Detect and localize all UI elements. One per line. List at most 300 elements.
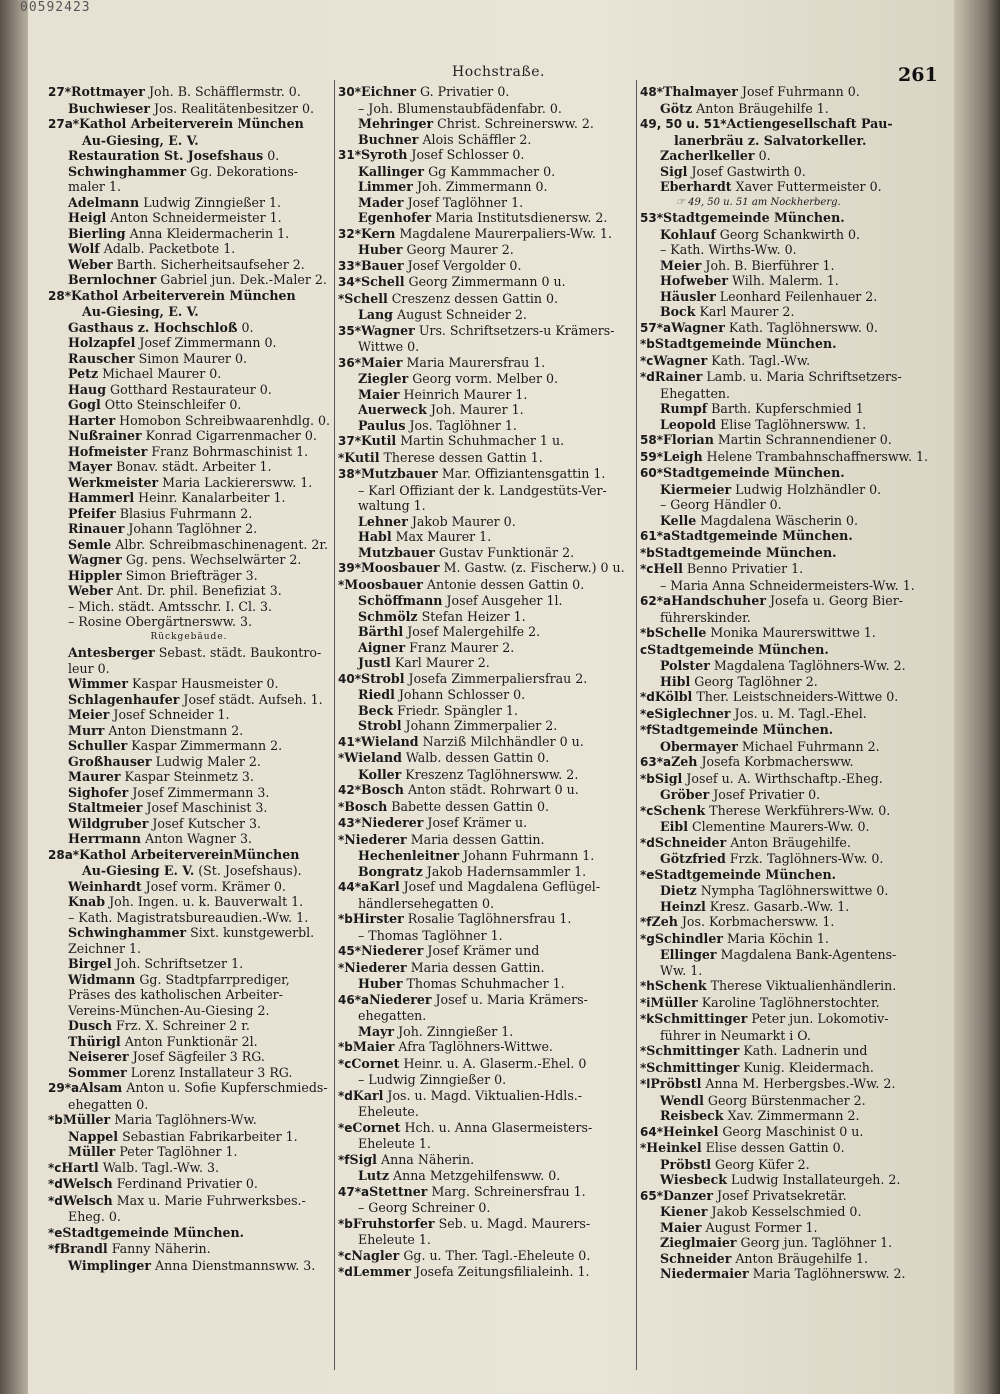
resident-name: Schmittinger [646,1043,740,1058]
resident-detail: Heinr. u. A. Glaserm.-Ehel. 0 [399,1055,587,1071]
house-number: 65* [640,1188,663,1203]
directory-entry [338,815,638,832]
resident-detail: Frz. X. Schreiner 2 r. [112,1018,250,1033]
resident-detail: Joh. B. Bierführer 1. [701,257,835,273]
resident-detail: Anton Wagner 3. [140,831,252,846]
directory-entry [48,676,330,692]
directory-entry [640,787,930,803]
reference-note: ☞ 49, 50 u. 51 am Nockherberg. [676,196,841,208]
resident-name: Schenk [654,978,707,993]
resident-name: Maier [360,354,403,370]
resident-name: Kathol Arbeiterverein München [70,287,296,303]
resident-detail: Marg. Schreinersfrau 1. [427,1183,586,1199]
directory-entry [48,382,330,398]
resident-detail: Johann Zimmerpalier 2. [401,718,558,733]
house-number: *h [640,979,655,993]
resident-detail: Johann Taglöhner 2. [124,521,258,536]
resident-detail: Josef Zimmermann 3. [128,784,270,800]
resident-detail: waltung 1. [358,498,426,513]
resident-name: Thalmayer [662,84,738,99]
directory-entry [338,1024,638,1040]
house-number: 62*a [640,594,672,608]
resident-name: Mayr [358,1023,395,1039]
resident-detail: Eheleute 1. [358,1232,431,1247]
directory-entry [48,1018,330,1034]
house-number: *f [338,1152,350,1167]
resident-detail: Afra Taglöhners-Wittwe. [394,1039,553,1054]
resident-name: Egenhofer [358,210,432,225]
resident-name: Lehner [358,513,408,529]
resident-name: Hibl [660,673,691,689]
running-head: Hochstraße. [452,64,545,80]
resident-name: Wildgruber [68,815,149,831]
resident-detail: Ww. 1. [660,962,703,978]
resident-name: Kiener [660,1204,708,1219]
directory-entry [338,1216,638,1233]
resident-name: Bierling [68,225,126,241]
resident-detail: händlersehegatten 0. [358,895,495,911]
directory-entry [338,750,638,767]
directory-entry [48,226,330,242]
directory-entry [338,323,638,340]
house-number: *b [338,912,353,926]
resident-detail: – Thomas Taglöhner 1. [358,927,503,943]
directory-entry [640,133,930,149]
directory-entry [48,987,330,1003]
directory-entry [338,687,638,703]
resident-detail: Ludwig Zinngießer 1. [139,194,282,210]
resident-name: Kutil [360,433,397,448]
resident-name: Au-Giesing, E. V. [82,304,199,319]
directory-entry [640,401,930,417]
directory-entry [640,210,930,227]
resident-name: Kutil [344,449,380,465]
resident-name: Au-Giesing, E. V. [82,132,199,148]
resident-name: Cornet [351,1055,400,1071]
directory-entry [640,1124,930,1141]
resident-name: Wagner [653,352,708,368]
resident-detail: Monika Maurerswittwe 1. [706,625,876,640]
resident-name: Bosch [360,782,404,797]
resident-detail: Kaspar Hausmeister 0. [128,676,279,691]
house-number: * [338,291,345,306]
resident-name: Auerweck [358,402,427,417]
directory-entry [48,1258,330,1274]
house-number: *c [640,562,654,576]
resident-detail: Präses des katholischen Arbeiter- [68,987,283,1002]
directory-entry [338,307,638,323]
directory-entry [338,371,638,387]
house-number: 30* [338,85,361,99]
directory-entry [338,640,638,656]
resident-name: Thürigl [68,1033,121,1049]
resident-name: Müller [650,994,698,1010]
resident-detail: Josefa u. Georg Bier- [765,593,904,608]
resident-detail: Urs. Schriftsetzers-u Krämers- [414,322,615,338]
directory-entry [48,599,330,615]
resident-name: Siglechner [654,705,731,721]
house-number: 57*a [640,320,672,335]
resident-name: Mader [358,194,404,210]
resident-name: Eichner [360,84,416,99]
directory-entry [640,739,930,755]
directory-entry [48,1144,330,1160]
directory-entry [640,625,930,642]
resident-detail: Ferdinand Privatier 0. [112,1176,258,1191]
directory-entry [338,450,638,467]
directory-entry [640,320,930,337]
house-number: 36* [338,355,361,370]
resident-detail: Gg. u. Ther. Tagl.-Eheleute 0. [399,1247,591,1263]
resident-name: Staltmeier [68,800,143,815]
house-number: *b [338,1040,353,1054]
resident-detail: August Former 1. [701,1219,818,1235]
resident-detail: Leonhard Feilenhauer 2. [715,288,878,304]
resident-detail: Georg Küfer 2. [711,1156,810,1172]
directory-entry [338,1152,638,1169]
resident-name: Zeh [671,754,698,769]
resident-detail: Anna Dienstmannsww. 3. [151,1257,316,1273]
resident-detail: Gg. Dekorations- [186,163,299,179]
directory-entry [338,1104,638,1120]
directory-entry [338,402,638,418]
resident-name: Strobl [358,718,402,733]
resident-detail: Anton städt. Rohrwart 0 u. [403,782,579,797]
resident-detail: Therese Werkführers-Ww. 0. [705,802,891,818]
resident-detail: Josefa Zimmerpaliersfrau 2. [404,670,588,686]
resident-name: Gasthaus z. Hochschloß [68,319,238,335]
resident-detail: Lorenz Installateur 3 RG. [126,1064,293,1080]
resident-detail: Georg Bürstenmacher 2. [703,1092,866,1108]
resident-detail: – Mich. städt. Amtsschr. I. Cl. 3. [68,598,273,614]
resident-detail: 0. [754,148,771,163]
resident-name: Maier [358,386,400,402]
resident-name: Welsch [62,1176,113,1191]
directory-entry [48,583,330,599]
directory-entry [640,386,930,402]
directory-entry [48,769,330,785]
resident-detail: – Joh. Blumenstaubfädenfabr. 0. [358,100,562,116]
directory-entry [338,483,638,499]
resident-name: Niederer [360,943,424,958]
house-number: 32* [338,226,361,241]
resident-detail: Xaver Futtermeister 0. [731,179,882,194]
directory-entry [48,210,330,226]
resident-name: Pröbstl [660,1156,712,1172]
directory-entry [338,960,638,977]
resident-detail: Jos. u. M. Tagl.-Ehel. [730,705,867,721]
page-gutter [0,0,28,1394]
resident-detail: Gotthard Restaurateur 0. [106,381,272,397]
house-number: * [640,1141,647,1155]
resident-detail: Josef städt. Aufseh. 1. [179,691,323,707]
house-number: *f [640,723,652,737]
directory-entry [48,351,330,367]
resident-detail: Bonav. städt. Arbeiter 1. [112,459,272,474]
directory-entry [338,147,638,164]
resident-name: Wimplinger [68,1257,152,1273]
resident-name: Stadtgemeinde München. [651,722,834,737]
directory-entry [338,226,638,243]
resident-name: Handschuher [671,593,766,608]
resident-detail: Eheleute 1. [358,1136,431,1151]
resident-name: Antesberger [68,645,155,660]
directory-entry [640,883,930,899]
directory-entry [640,1251,930,1267]
resident-detail: Kath. Ladnerin und [739,1043,868,1058]
directory-entry [48,521,330,537]
directory-entry [338,848,638,864]
resident-detail: Konrad Cigarrenmacher 0. [141,428,317,443]
resident-detail: Ludwig Holzhändler 0. [731,481,882,497]
resident-name: Welsch [62,1192,113,1208]
directory-entry [48,661,330,677]
resident-detail: Georg Maschinist 0 u. [718,1123,864,1139]
resident-detail: Narziß Milchhändler 0 u. [418,733,584,749]
directory-entry [640,803,930,820]
resident-name: Murr [68,722,105,738]
resident-name: Müller [62,1112,111,1127]
directory-entry [48,1225,330,1242]
directory-entry [48,335,330,351]
house-number: *c [640,353,654,368]
resident-name: Weber [68,583,113,598]
resident-name: Schuller [68,738,128,753]
resident-name: Kiermeier [660,481,732,497]
resident-detail: ehegatten 0. [68,1096,149,1112]
resident-detail: Josef Kutscher 3. [148,815,261,831]
house-number: * [338,751,345,765]
resident-detail: Josef Zimmermann 0. [135,335,277,350]
directory-entry [640,513,930,529]
resident-detail: Wittwe 0. [358,339,420,354]
directory-entry [640,754,930,771]
house-number: 31* [338,148,361,162]
resident-detail: Gg. pens. Wechselwärter 2. [121,552,302,567]
house-number: *c [338,1248,352,1263]
resident-detail: Eheleute. [358,1104,419,1119]
directory-entry [640,1108,930,1124]
resident-detail: Franz Bohrmaschinist 1. [147,443,309,459]
resident-detail: maler 1. [68,179,121,194]
house-number: *k [640,1012,655,1026]
house-number: 34* [338,275,361,289]
directory-entry [48,133,330,149]
directory-entry [48,879,330,895]
directory-entry [48,475,330,491]
resident-detail: Ludwig Maler 2. [151,753,261,769]
resident-detail: Heinrich Maurer 1. [399,386,528,402]
resident-detail: Ludwig Installateurgeh. 2. [727,1172,901,1187]
resident-name: Ellinger [660,947,717,962]
directory-entry [338,466,638,483]
resident-detail: Max Maurer 1. [391,529,492,544]
directory-entry [338,179,638,195]
directory-entry [640,1060,930,1077]
directory-entry [48,490,330,506]
column-1 [48,84,330,1273]
resident-detail: Magdalena Wäscherin 0. [696,512,859,528]
directory-entry [640,578,930,594]
directory-entry [48,320,330,336]
resident-detail: Georg jun. Taglöhner 1. [736,1235,893,1250]
directory-entry [640,947,930,963]
resident-detail: Anna Näherin. [376,1151,475,1167]
resident-detail: Vereins-München-Au-Giesing 2. [68,1002,270,1018]
directory-entry [338,782,638,799]
directory-entry [48,816,330,832]
house-number: *g [640,931,655,946]
directory-entry [640,610,930,626]
directory-entry [48,785,330,801]
scan-stamp: 00592423 [20,0,91,15]
house-number: * [338,960,345,975]
house-number: 27* [48,85,71,99]
resident-detail: Benno Privatier 1. [682,561,804,576]
directory-entry [48,179,330,195]
directory-entry [48,956,330,972]
house-number: *b [640,337,655,351]
directory-entry [338,1200,638,1216]
resident-name: Pfeifer [68,505,116,521]
resident-detail: Simon Maurer 0. [134,350,247,366]
resident-name: Schwinghammer [68,163,187,179]
resident-name: Dusch [68,1018,112,1033]
resident-detail: Adalb. Packetbote 1. [99,241,236,256]
resident-name: Rumpf [660,401,708,416]
directory-entry [48,304,330,320]
resident-name: Stadtgemeinde München. [671,528,853,543]
directory-entry [48,614,330,630]
directory-entry [338,1056,638,1073]
resident-name: Kathol Arbeiterverein München [79,116,304,131]
directory-entry [338,1072,638,1088]
directory-entry [48,459,330,475]
resident-detail: Josef u. Maria Krämers- [431,991,588,1007]
house-number: 60* [640,466,663,480]
resident-name: Schmittinger [646,1059,740,1075]
directory-entry [640,148,930,164]
resident-detail: Gabriel jun. Dek.-Maler 2. [156,272,327,287]
resident-detail: Gustav Funktionär 2. [434,544,575,560]
house-number: c [640,642,648,657]
house-number: 27a* [48,117,80,131]
resident-name: Moosbauer [360,560,440,575]
directory-entry [640,1235,930,1251]
section-heading: Rückgebäude. [150,631,228,642]
resident-detail: 0. [237,319,254,335]
resident-name: Sigl [660,163,688,179]
resident-name: Schwinghammer [68,925,187,940]
resident-detail: Jakob Maurer 0. [407,513,516,529]
resident-detail: Kaspar Zimmermann 2. [127,738,283,753]
resident-name: lanerbräu z. Salvatorkeller. [674,132,867,148]
directory-entry [338,992,638,1009]
resident-name: Heinzl [660,898,706,914]
resident-name: Leigh [662,448,703,464]
resident-name: Weinhardt [68,878,142,894]
house-number: *c [640,803,654,818]
directory-entry [640,689,930,706]
resident-detail: Walb. Tagl.-Ww. 3. [98,1159,219,1175]
directory-entry [338,433,638,450]
house-number: 53* [640,211,663,225]
house-number: *d [48,1177,63,1191]
resident-detail: Anton Schneidermeister 1. [106,210,282,225]
page-edge [954,0,1000,1394]
directory-entry [338,1120,638,1137]
resident-detail: Seb. u. Magd. Maurers- [434,1215,591,1231]
directory-entry [338,560,638,577]
resident-detail: Hch. u. Anna Glasermeisters- [400,1119,593,1135]
directory-entry [338,767,638,783]
resident-name: Wendl [660,1092,704,1108]
directory-entry [640,369,930,386]
directory-entry [640,978,930,995]
house-number: 35* [338,323,361,338]
house-number: *l [640,1077,651,1091]
page-number: 261 [898,64,938,86]
resident-name: Leopold [660,416,717,432]
resident-detail: Georg Taglöhner 2. [690,673,818,689]
resident-name: Bärthl [358,624,404,639]
directory-entry [640,1093,930,1109]
resident-detail: Sebast. städt. Baukontro- [154,645,322,660]
directory-entry [48,506,330,522]
resident-name: Harter [68,412,116,428]
resident-name: Stadtgemeinde München. [62,1224,245,1240]
house-number: *d [338,1265,353,1279]
resident-name: Götz [660,100,693,116]
resident-name: Semle [68,536,112,552]
directory-entry [640,1076,930,1093]
resident-name: Stadtgemeinde München. [662,210,845,225]
resident-detail: Martin Schrannendiener 0. [713,432,892,447]
resident-detail: Peter Taglöhner 1. [115,1144,238,1159]
resident-name: Beck [358,702,394,718]
resident-detail: Helene Trambahnschaffnersww. 1. [702,448,928,464]
resident-name: Eibl [660,819,688,834]
resident-detail: Anton Bräugehilfe 1. [731,1250,869,1266]
house-number: *e [640,706,655,721]
directory-entry [48,257,330,273]
house-number: 28* [48,288,71,303]
resident-name: Heinkel [662,1123,719,1139]
directory-entry [338,896,638,912]
resident-detail: Jos. Realitätenbesitzer 0. [150,100,315,116]
resident-detail: Josefa Zeitungsfilialeinh. 1. [411,1264,590,1279]
resident-detail: Josef u. A. Wirthschaftp.-Eheg. [682,770,883,786]
resident-detail: Elise dessen Gattin 0. [701,1140,845,1155]
house-number: 40* [338,671,361,686]
directory-entry [338,498,638,514]
resident-detail: Maria Taglöhnersww. 2. [748,1266,906,1281]
directory-entry [48,1241,330,1258]
directory-entry [640,835,930,852]
resident-name: Niedermaier [660,1266,749,1281]
resident-name: Habl [358,529,392,544]
directory-entry [48,847,330,864]
resident-detail: Karl Maurer 2. [695,304,795,319]
house-number: *d [640,370,655,384]
house-number: *b [338,1216,353,1231]
resident-detail: Jos. Taglöhner 1. [405,417,517,433]
resident-detail: Anton Bräugehilfe. [726,834,851,850]
resident-name: Stadtgemeinde München. [654,336,837,351]
resident-name: Bernlochner [68,272,157,287]
directory-entry [640,1043,930,1060]
resident-name: Polster [660,658,710,673]
